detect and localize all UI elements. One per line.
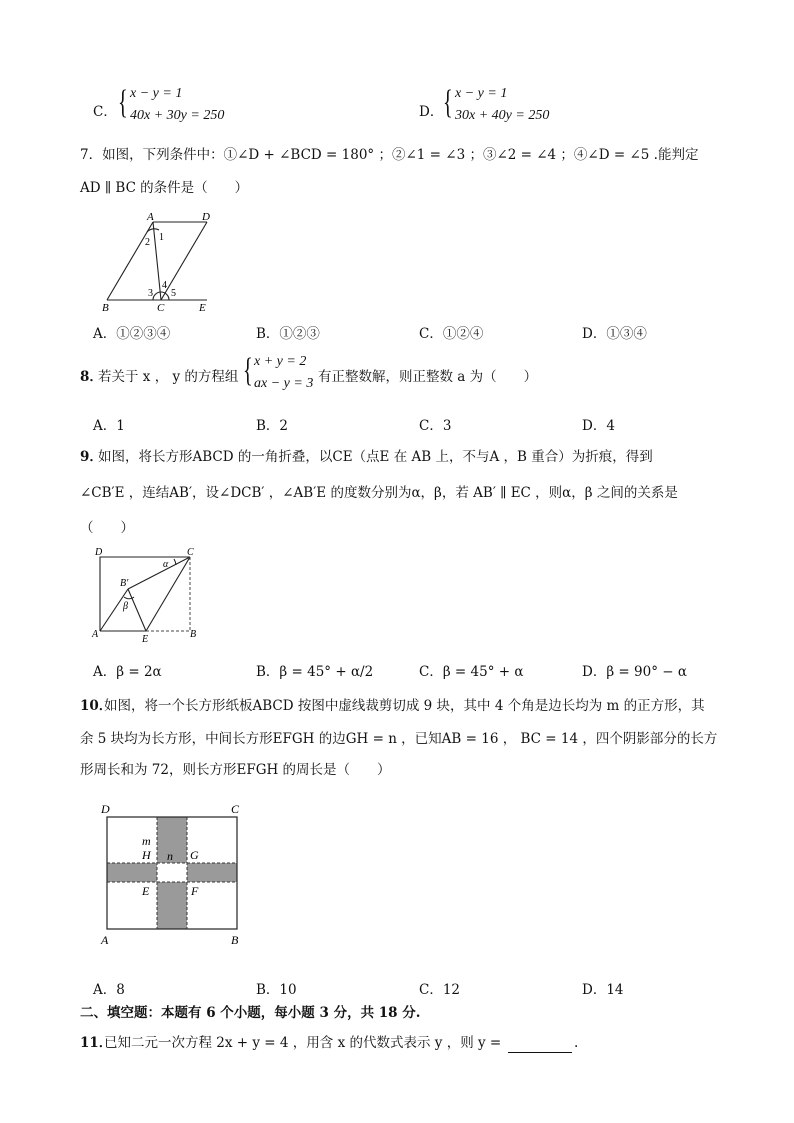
q9-option-b: B．β = 45° + α/2 bbox=[256, 664, 374, 680]
q11-end-punct: . bbox=[574, 1035, 579, 1051]
label-b-prime: B′ bbox=[120, 578, 129, 589]
q10-option-b: B．10 bbox=[256, 982, 297, 998]
label-g: G bbox=[190, 848, 199, 862]
q9-number: 9． bbox=[80, 449, 103, 465]
label-e: E bbox=[142, 884, 150, 898]
q8-option-a: A．1 bbox=[93, 418, 125, 434]
label-f: F bbox=[191, 884, 199, 898]
q8-option-d: D．4 bbox=[582, 418, 615, 434]
label-e: E bbox=[199, 302, 206, 314]
q7-option-a: A．①②③④ bbox=[93, 326, 171, 342]
angle-beta-label: β bbox=[123, 601, 128, 612]
q10-option-c: C．12 bbox=[419, 982, 461, 998]
q8-eq2: ax − y = 3 bbox=[254, 376, 314, 391]
q8-eq1: x + y = 2 bbox=[254, 354, 307, 369]
q10-number: 10． bbox=[80, 698, 113, 714]
q6-d-label: D． bbox=[419, 104, 444, 120]
label-a: A bbox=[92, 629, 99, 640]
angle-4-label: 4 bbox=[162, 280, 167, 291]
system-brace: { bbox=[443, 84, 453, 121]
angle-1-label: 1 bbox=[159, 232, 164, 243]
label-a: A bbox=[147, 211, 154, 223]
q6-c-eq2: 40x + 30y = 250 bbox=[130, 108, 225, 123]
q10-option-a: A．8 bbox=[93, 982, 125, 998]
q10-stem-line3: 形周长和为 72，则长方形EFGH 的周长是（ ） bbox=[80, 762, 391, 778]
label-b: B bbox=[231, 933, 239, 947]
system-brace: { bbox=[118, 84, 128, 121]
label-c: C bbox=[187, 547, 194, 558]
q7-stem-line2: AD ∥ BC 的条件是（ ） bbox=[80, 180, 249, 196]
q8-stem-pre: 若关于 x ， y 的方程组 bbox=[98, 369, 239, 385]
q6-d-eq1: x − y = 1 bbox=[455, 86, 508, 101]
label-h: H bbox=[142, 848, 151, 862]
label-c: C bbox=[157, 302, 165, 314]
label-b: B bbox=[102, 302, 109, 314]
q9-stem-line3: （ ） bbox=[80, 520, 134, 536]
q9-option-c: C．β = 45° + α bbox=[419, 664, 524, 680]
q9-option-a: A．β = 2α bbox=[93, 664, 162, 680]
q7-option-b: B．①②③ bbox=[256, 326, 320, 342]
q10-option-d: D．14 bbox=[582, 982, 624, 998]
q7-stem-line1: 7．如图，下列条件中：①∠D + ∠BCD = 180° ；②∠1 = ∠3 ；③∠2 = ∠4 ；④∠D = ∠5 .能判定 bbox=[80, 147, 699, 163]
angle-5-label: 5 bbox=[171, 288, 176, 299]
q7-option-c: C．①②④ bbox=[419, 326, 484, 342]
angle-alpha-label: α bbox=[163, 559, 169, 570]
q11-stem: 已知二元一次方程 2x + y = 4 ，用含 x 的代数式表示 y ，则 y = bbox=[104, 1035, 502, 1051]
label-a: A bbox=[101, 933, 109, 947]
label-b: B bbox=[190, 629, 197, 640]
label-m: m bbox=[142, 834, 151, 848]
label-d: D bbox=[95, 547, 103, 558]
q8-stem-post: 有正整数解，则正整数 a 为（ ） bbox=[318, 369, 538, 385]
section-2-title: 二、填空题：本题有 6 个小题，每小题 3 分，共 18 分. bbox=[80, 1005, 421, 1021]
q6-c-label: C． bbox=[93, 104, 117, 120]
q8-option-c: C．3 bbox=[419, 418, 452, 434]
q10-stem-line1: 如图，将一个长方形纸板ABCD 按图中虚线裁剪切成 9 块，其中 4 个角是边长均为 m 的正方形，其 bbox=[104, 698, 705, 714]
label-d: D bbox=[202, 211, 210, 223]
q9-option-d: D．β = 90° − α bbox=[582, 664, 687, 680]
q10-figure bbox=[95, 797, 255, 952]
system-brace: { bbox=[243, 352, 253, 389]
q9-stem-line2: ∠CB′E ，连结AB′，设∠DCB′ ，∠AB′E 的度数分别为α，β，若 AB′ ∥ EC ，则α，β 之间的关系是 bbox=[80, 485, 678, 501]
label-c: C bbox=[231, 802, 240, 816]
q8-number: 8． bbox=[80, 369, 103, 385]
q7-figure bbox=[95, 210, 220, 315]
angle-3-label: 3 bbox=[148, 288, 153, 299]
label-d: D bbox=[101, 802, 110, 816]
q9-figure bbox=[90, 545, 205, 645]
q8-option-b: B．2 bbox=[256, 418, 289, 434]
angle-2-label: 2 bbox=[145, 237, 150, 248]
label-n: n bbox=[167, 849, 173, 863]
q11-answer-blank[interactable] bbox=[508, 1036, 572, 1055]
q9-stem-line1: 如图，将长方形ABCD 的一角折叠，以CE（点E 在 AB 上，不与A ，B 重合）为折痕，得到 bbox=[98, 449, 653, 465]
q6-d-eq2: 30x + 40y = 250 bbox=[455, 108, 550, 123]
q11-number: 11． bbox=[80, 1035, 113, 1051]
q7-option-d: D．①③④ bbox=[582, 326, 647, 342]
q6-c-eq1: x − y = 1 bbox=[130, 86, 183, 101]
q10-stem-line2: 余 5 块均为长方形，中间长方形EFGH 的边GH = n ，已知AB = 16 ， BC = 14 ，四个阴影部分的长方 bbox=[80, 731, 718, 747]
label-e: E bbox=[142, 634, 149, 645]
